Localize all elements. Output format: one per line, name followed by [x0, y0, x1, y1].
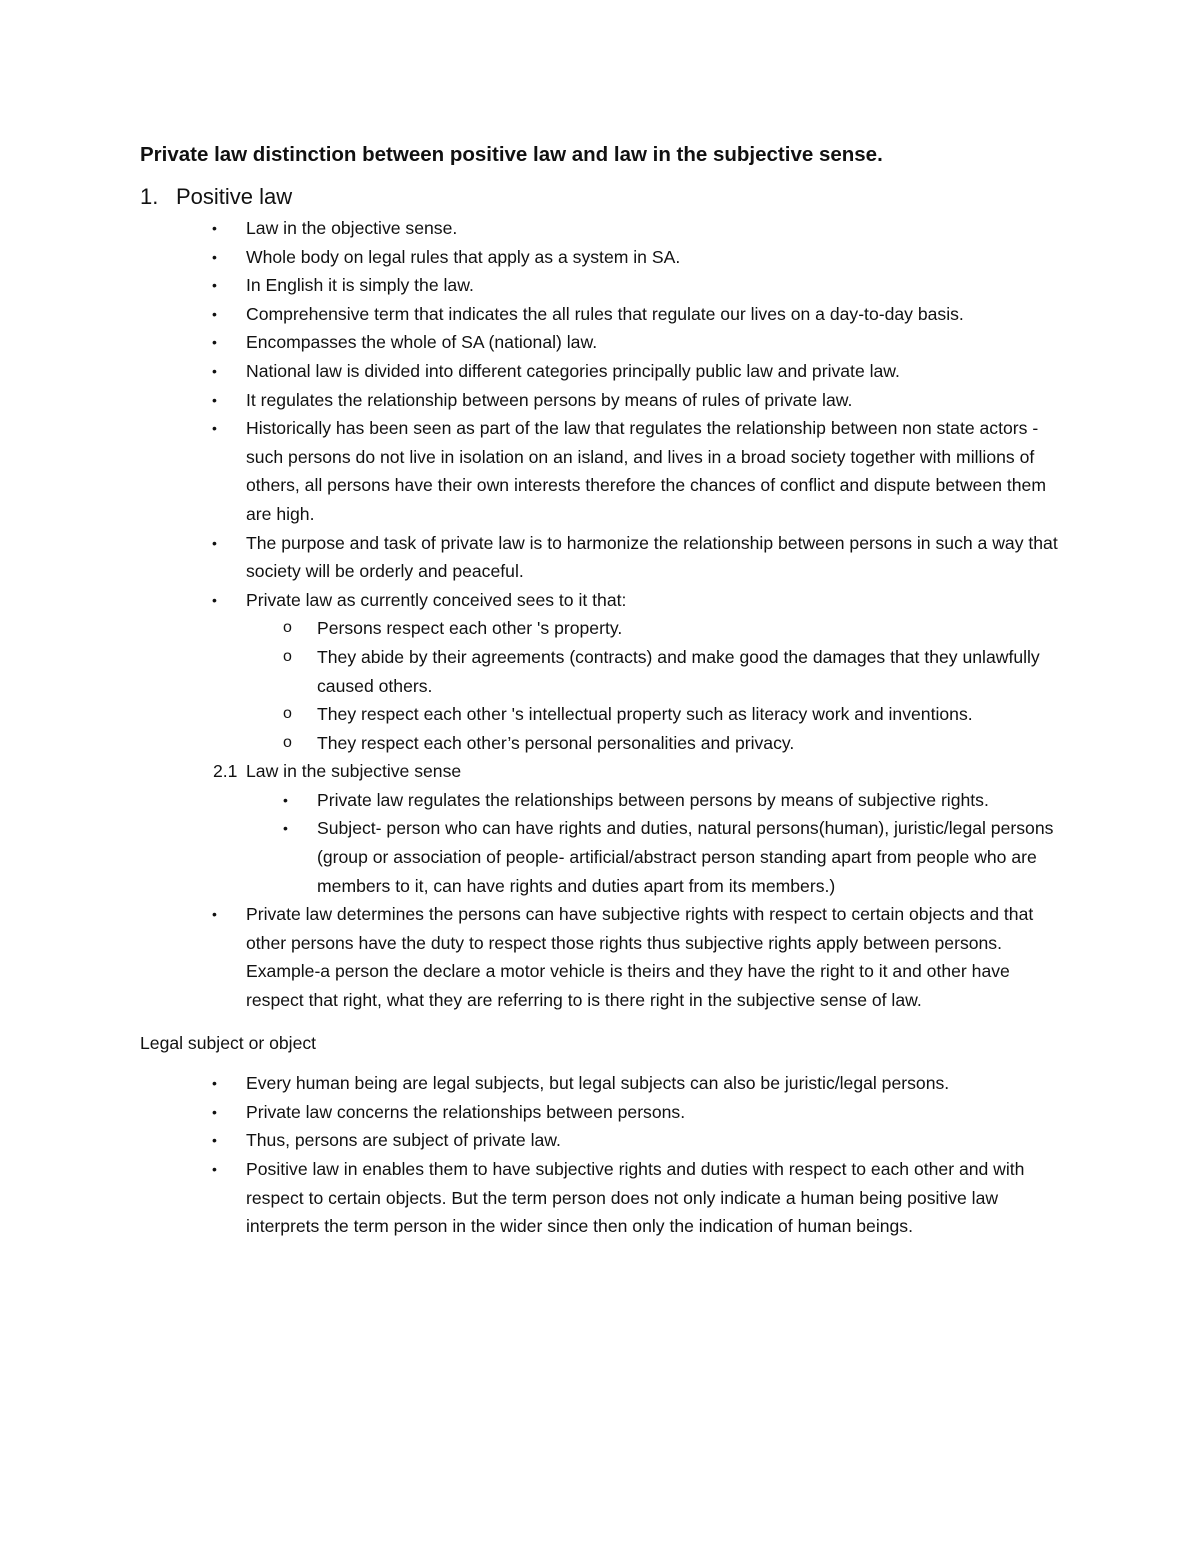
legal-subject-list: [140, 1069, 1070, 1241]
bullet-marker: •: [212, 591, 217, 608]
private-law-sub-list: [140, 614, 1070, 757]
bullet-marker: •: [212, 305, 217, 322]
list-item-text: The purpose and task of private law is to harmonize the relationship between persons in such a way that society will be orderly and peaceful.: [246, 532, 1058, 582]
list-item-text: Whole body on legal rules that apply as a system in SA.: [246, 246, 681, 267]
section-number: 2.1: [213, 761, 238, 782]
bullet-marker: •: [212, 334, 217, 351]
section-heading-positive-law: [140, 182, 1070, 212]
bullet-marker: •: [212, 1075, 217, 1092]
list-item: [140, 300, 1070, 329]
list-item: [140, 357, 1070, 386]
bullet-marker: •: [283, 820, 288, 837]
section-heading-text: Positive law: [176, 184, 293, 209]
document-title: Private law distinction between positive law and law in the subjective sense.: [140, 143, 883, 166]
bullet-marker: •: [212, 277, 217, 294]
list-item: [140, 1069, 1070, 1098]
sub-list-item-text: They respect each other’s personal personalities and privacy.: [317, 732, 795, 753]
bullet-marker: •: [212, 534, 217, 551]
bullet-marker: •: [212, 362, 217, 379]
list-item: [140, 1155, 1070, 1241]
sub-bullet-marker: o: [283, 619, 292, 637]
bullet-marker: •: [212, 906, 217, 923]
list-item-text: Private law determines the persons can have subjective rights with respect to certain objects and that other persons have the duty to respect those rights thus subjective rights apply between persons. Example-a person the declare a motor vehicle is theirs and they have the right to it and other have respect that right, what they are referring to is there right in the subjective sense of law.: [246, 904, 1034, 1011]
list-item: [140, 386, 1070, 415]
sub-list-item-text: Persons respect each other 's property.: [317, 618, 623, 639]
list-item: [140, 529, 1070, 586]
list-item-text: Historically has been seen as part of the law that regulates the relationship between non state actors -such persons do not live in isolation on an island, and lives in a broad society together with millions of others, all persons have their own interests therefore the chances of conflict and dispute between them are high.: [246, 418, 1047, 524]
list-item-text: Positive law in enables them to have subjective rights and duties with respect to each other and with respect to certain objects. But the term person does not only indicate a human being positive law interprets the term person in the wider since then only the indication of human beings.: [246, 1159, 1025, 1237]
list-item-text: Private law as currently conceived sees to it that:: [246, 589, 627, 610]
bullet-marker: •: [212, 220, 217, 236]
sub-list-item: [140, 729, 1070, 758]
list-item: [140, 328, 1070, 357]
sub-list-item-text: They respect each other 's intellectual property such as literacy work and inventions.: [317, 704, 973, 725]
list-item-text: Law in the objective sense.: [246, 218, 458, 238]
list-item: [140, 900, 1070, 1014]
list-item-text: In English it is simply the law.: [246, 275, 474, 296]
positive-law-list: [140, 214, 1070, 614]
sub-list-item: [140, 643, 1070, 700]
sub-bullet-marker: o: [283, 705, 292, 723]
sub-bullet-marker: o: [283, 733, 292, 751]
bullet-marker: •: [212, 1161, 217, 1177]
section-heading-legal-subject: Legal subject or object: [140, 1032, 317, 1053]
list-item-text: Thus, persons are subject of private law.: [246, 1130, 561, 1151]
section-number: 1.: [140, 184, 159, 209]
bullet-marker: •: [283, 791, 288, 808]
list-item-text: Private law regulates the relationships between persons by means of subjective rights.: [317, 789, 989, 810]
bullet-marker: •: [212, 248, 217, 265]
list-item: [140, 814, 1070, 900]
sub-list-item: [140, 614, 1070, 643]
subjective-sense-list: [140, 786, 1070, 900]
bullet-marker: •: [212, 1132, 217, 1149]
document-body: [140, 140, 1070, 1241]
list-item: [140, 1098, 1070, 1127]
bullet-marker: •: [212, 420, 217, 437]
list-item: [140, 786, 1070, 815]
list-item: [140, 243, 1070, 272]
section-heading-subjective-sense: [140, 757, 1070, 786]
sub-list-item-text: They abide by their agreements (contracts) and make good the damages that they unlawfully caused others.: [317, 646, 1040, 696]
list-item: [140, 586, 1070, 615]
list-item-text: Comprehensive term that indicates the all rules that regulate our lives on a day-to-day basis.: [246, 303, 964, 324]
list-item: [140, 1126, 1070, 1155]
sub-list-item: [140, 700, 1070, 729]
list-item-text: National law is divided into different categories principally public law and private law.: [246, 360, 900, 381]
list-item: [140, 271, 1070, 300]
bullet-marker: •: [212, 391, 217, 408]
bullet-marker: •: [212, 1103, 217, 1120]
list-item-text: It regulates the relationship between persons by means of rules of private law.: [246, 389, 853, 410]
list-item-text: Encompasses the whole of SA (national) law.: [246, 332, 598, 353]
list-item: [140, 414, 1070, 528]
section-heading-text: Law in the subjective sense: [246, 761, 462, 782]
list-item-text: Subject- person who can have rights and duties, natural persons(human), juristic/legal persons (group or association of people- artificial/abstract person standing apart from people who are members to it, can have rights and duties apart from its members.): [317, 818, 1054, 896]
subjective-rights-list: [140, 900, 1070, 1014]
list-item: [140, 214, 1070, 243]
list-item-text: Every human being are legal subjects, but legal subjects can also be juristic/legal persons.: [246, 1073, 950, 1094]
sub-bullet-marker: o: [283, 647, 292, 665]
list-item-text: Private law concerns the relationships between persons.: [246, 1101, 686, 1122]
